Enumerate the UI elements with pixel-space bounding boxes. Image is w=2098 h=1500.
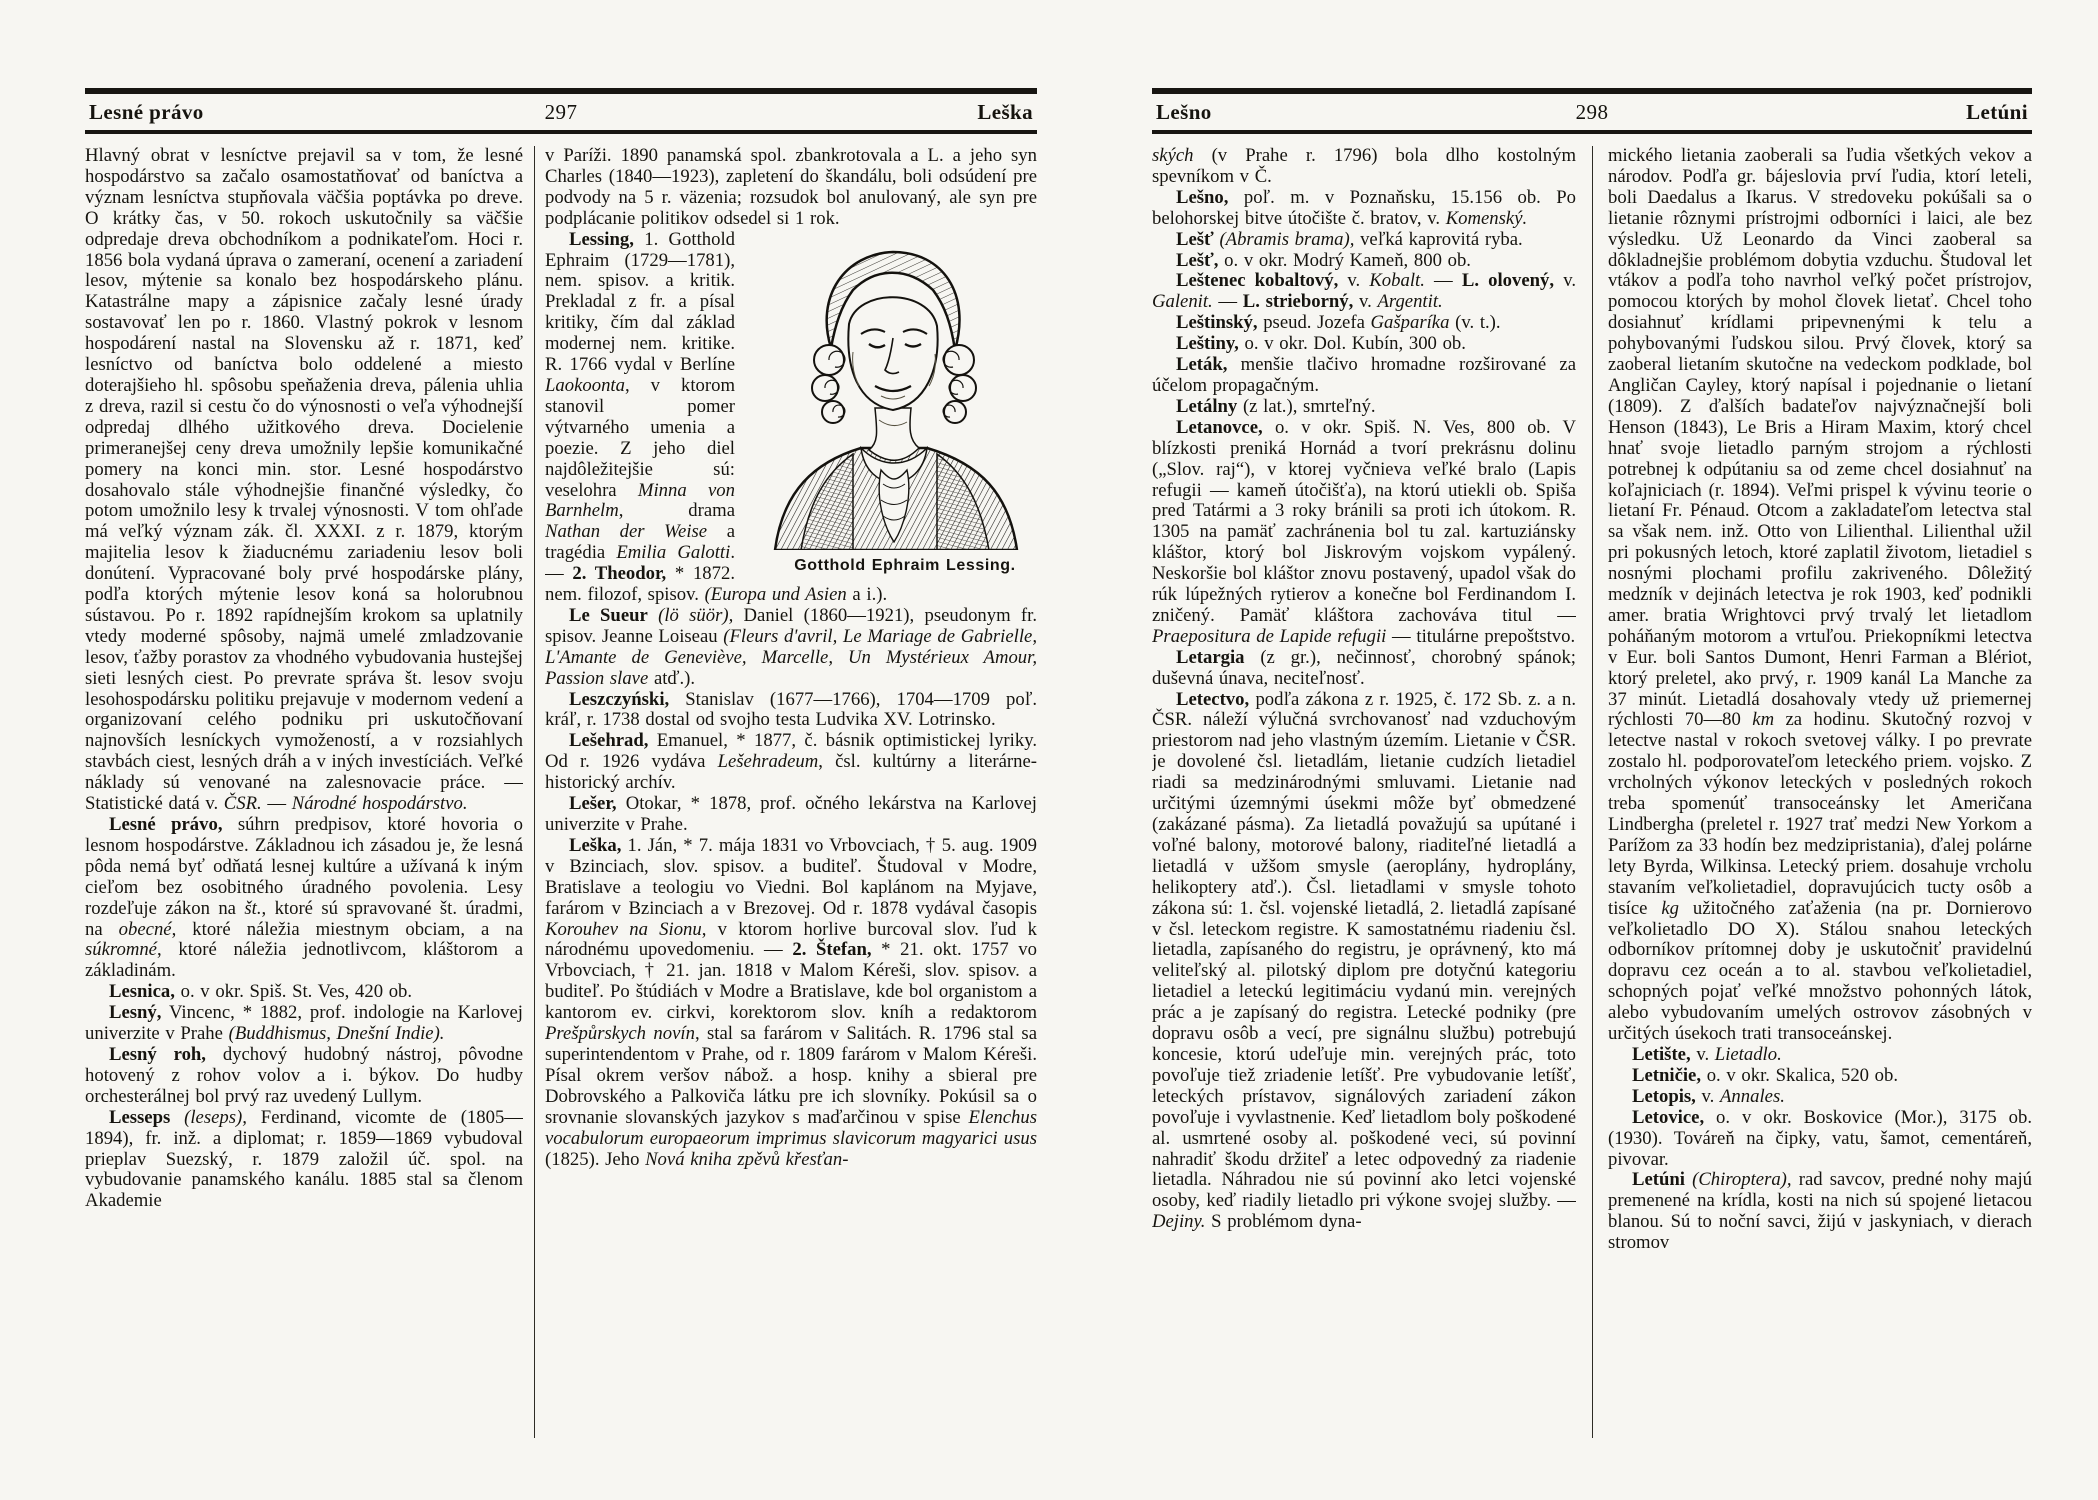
- text-run: * 1872. nem. filozof, spisov.: [545, 563, 735, 606]
- entry-headword: Lešehrad,: [569, 730, 649, 752]
- text-run: o. v okr. Modrý Kameň, 800 ob.: [1218, 249, 1471, 271]
- entry-headword: Letište,: [1632, 1043, 1691, 1065]
- entry-headword: L. olovený,: [1461, 270, 1555, 292]
- entry-headword: Leták,: [1176, 354, 1228, 376]
- dictionary-paragraph: [85, 1108, 523, 1213]
- text-run: Otokar, * 1878, prof. očného lekárstva na Karlovej univerzite v Prahe.: [545, 793, 1037, 835]
- dictionary-paragraph: [545, 146, 1037, 230]
- entry-headword: Letopis,: [1632, 1085, 1696, 1107]
- text-run: menšie tlačivo hromadne rozširované za účelom propagačným.: [1152, 354, 1576, 396]
- column-2: [545, 146, 1037, 1438]
- italic-run: Dejiny.: [1152, 1211, 1206, 1233]
- italic-run: (Chiroptera),: [1692, 1169, 1792, 1191]
- text-run: , v ktorom horlive burcoval slov. ľud k národnému upovedomeniu. —: [545, 918, 1037, 961]
- italic-run: (lö süör),: [658, 604, 734, 626]
- text-run: * 21. okt. 1757 vo Vrbovciach, † 21. jan. 1818 v Malom Kéreši, slov. spisov. a buditeľ. Po štúdiách v Modre a Bratislave, kde bol organistom a kantorom ev. cirkvi, korektorom slov. kníh a redaktorom: [545, 939, 1037, 1024]
- text-run: 1. Ján, * 7. mája 1831 vo Vrbovciach, † 5. aug. 1909 v Bzinciach, slov. spisov. a buditeľ. Študoval v Modre, Bratislave a teologiu vo Viedni. Bol kaplánom na Myjave, farárom v Bzinciach a v Brezovej. Od r. 1878 vydával časopis: [545, 834, 1037, 919]
- entry-headword: Letargia: [1176, 646, 1245, 668]
- text-run: a i.).: [846, 584, 888, 606]
- text-run: a tragédia: [545, 521, 735, 564]
- entry-headword: Lešer,: [569, 793, 617, 815]
- italic-run: Elenchus vocabulorum europaeorum imprimus slavicorum magyarici usus: [545, 1106, 1037, 1149]
- text-run: podľa zákona z r. 1925, č. 172 Sb. z. a n. ČSR. náleží výlučná svrchovanosť nad vzduchovým priestorom nad jeho vlastným územím. Lietanie v ČSR. je dovolené čsl. lietadlám, lietanie cudzích lietadiel riadi sa medzinárodnými smluvami. Lietanie nad určitými územnými úsekmi môže byť obmedzené (zakázané pásma). Za lietadlá považujú sa upútané i voľné balony, motorové balony, riaditeľné lietadlá a lietadlá v užšom smysle (aeroplány, hydroplány, helikoptery atď.). Čsl. lietadlami v smysle tohoto zákona sú: 1. čsl. vojenské lietadlá, 2. lietadlá zapísané v čsl. leteckom registre. K samostatnému riadeniu čsl. lietadla, zapísaného do registru, je oprávnený, kto má veliteľský al. pilotský diplom pre dotyčnú kategoriu lietadiel a leteckú legitimáciu vydanú min. verejných prác a je zapísaný do registra. Letecké podniky (pre dopravu osôb a vecí, pre signálnu službu) potrebujú koncesie, ktorú udeľuje min. verejných prác, toto povoľuje tiež zriadenie letíšť. Pre vybudovanie letíšť, leteckých prístavov, signálových zariadení zákon povoľuje i vyvlastnenie. Keď lietadlom boly poškodené al. usmrtené osoby al. poškodené veci, sú povinní nahradiť škodu držiteľ a letec odpovedný za riadenie lietadla. Náhradou nie sú povinní ako letci vojenské osoby, keď riadily lietadlo pri výkone svojej služby. —: [1152, 688, 1576, 1212]
- entry-headword: 2. Štefan,: [792, 939, 872, 961]
- lessing-portrait-figure: [749, 232, 1037, 577]
- text-run: v.: [1695, 1085, 1721, 1107]
- text-run: , ktoré sú spravované št. úradmi, na: [85, 897, 523, 940]
- right-page-columns: [1152, 146, 2032, 1438]
- italic-run: (leseps),: [184, 1106, 247, 1128]
- column-4: [1608, 146, 2032, 1438]
- italic-run: (Abramis brama),: [1219, 228, 1355, 250]
- header-rule-bottom: [1152, 130, 2032, 134]
- column-divider: [1592, 146, 1593, 1438]
- text-run: v.: [1690, 1043, 1715, 1065]
- italic-run: Národné hospodárstvo.: [291, 793, 468, 815]
- text-run: veľká kaprovitá ryba.: [1354, 228, 1523, 250]
- entry-headword: L. strieborný,: [1242, 291, 1354, 313]
- text-run: , v ktorom stanovil pomer výtvarného umenia a poezie. Z jeho diel najdôležitejšie sú: veselohra: [545, 374, 735, 501]
- text-run: o. v okr. Dol. Kubín, 300 ob.: [1238, 333, 1466, 355]
- text-run: , čsl. kultúrny a literárne-historický archív.: [545, 751, 1037, 794]
- italic-run: št.: [244, 897, 262, 919]
- text-run: Emanuel, * 1877, č. básnik optimistickej lyriky. Od r. 1926 vydáva: [545, 730, 1037, 773]
- column-1: [85, 146, 523, 1438]
- entry-headword: Lesný,: [109, 1002, 162, 1024]
- dictionary-paragraph: [1152, 334, 1576, 355]
- dictionary-paragraph: [1152, 251, 1576, 272]
- text-run: (v Prahe r. 1796) bola dlho kostolným spevníkom v Č.: [1152, 146, 1576, 187]
- italic-run: Kobalt.: [1369, 270, 1425, 292]
- italic-run: Praepositura de Lapide refugii: [1152, 625, 1387, 647]
- text-run: (z lat.), smrteľný.: [1237, 395, 1376, 417]
- text-run: za hodinu. Skutočný rozvoj v letectve nastal v rokoch svetovej války. I po prevrate zostalo hl. podporovateľom leteckého priem. vojsko. Z vrcholných výkonov leteckých v posledných rokoch treba spomenúť transoceánsky let Američana Lindbergha (preletel r. 1927 trať medzi New Yorkom a Parížom za 33 hodín bez medzipristania), ďalej polárne lety Byrda, Wilkinsa. Letecký priem. dosahuje vrcholu stavaním veľkolietadiel, dopravujúcich tucty osôb a tisíce: [1608, 709, 2032, 919]
- italic-run: km: [1752, 709, 1775, 731]
- text-run: (z gr.), nečinnosť, chorobný spánok; duševná únava, neciteľnosť.: [1152, 646, 1576, 689]
- entry-headword: Letovice,: [1632, 1106, 1705, 1128]
- italic-run: ských: [1152, 146, 1194, 166]
- running-head: [85, 94, 1037, 127]
- dictionary-paragraph: [1152, 690, 1576, 1234]
- entry-headword: Letanovce,: [1176, 416, 1263, 438]
- italic-run: Lešehradeum: [717, 751, 819, 773]
- entry-headword: Lešno,: [1176, 186, 1229, 208]
- text-run: S problémom dyna-: [1205, 1211, 1362, 1233]
- dictionary-paragraph: [1152, 271, 1576, 313]
- text-run: 1. Gotthold Ephraim (1729—1781), nem. spisov. a kritik. Prekladal z fr. a písal kritiky, čím dal základ modernej nem. kritike. R. 1766 vydal v Berlíne: [545, 228, 735, 376]
- text-run: v.: [1338, 270, 1370, 292]
- dictionary-paragraph: [1152, 146, 1576, 188]
- right-page: [1152, 88, 2032, 1438]
- column-3: [1152, 146, 1576, 1438]
- entry-headword: Lessing,: [569, 228, 634, 250]
- italic-run: Minna von Barnhelm: [545, 479, 735, 522]
- italic-run: Komenský.: [1445, 207, 1528, 229]
- text-run: Ferdinand, vicomte de (1805—1894), fr. inž. a diplomat; r. 1859—1869 vybudoval prieplav Suezský, r. 1879 založil úč. spol. na vybudovanie panamského kanálu. 1885 stal sa členom Akademie: [85, 1106, 523, 1212]
- text-run: poľ. m. v Poznaňsku, 15.156 ob. Po belohorskej bitve útočište č. bratov, v.: [1152, 186, 1576, 229]
- text-run: (1825). Jeho: [545, 1148, 646, 1170]
- italic-run: súkromné: [85, 939, 157, 961]
- dictionary-paragraph: [1608, 146, 2032, 1045]
- entry-headword: Leszczyński,: [569, 688, 670, 710]
- italic-run: (Buddhismus, Dnešní Indie).: [228, 1023, 445, 1045]
- dictionary-paragraph: [1152, 355, 1576, 397]
- text-run: , stal sa farárom v Salitách. R. 1796 stal sa superintendentom v Prahe, od r. 1809 farárom v Malom Kéreši. Písal okrem veršov nábož. a hosp. knihy a sbieral pre Dobrovského a Palkoviča látku pre ich slovníky. Pokúsil sa o srovnanie slovanských jazykov s maďarčinou v spise: [545, 1023, 1037, 1128]
- entry-headword: Leštenec kobaltový,: [1176, 270, 1339, 292]
- text-run: — titulárne prepoštstvo.: [1386, 625, 1576, 647]
- left-page-header: [85, 88, 1037, 134]
- dictionary-paragraph: [545, 731, 1037, 794]
- text-run: pseud. Jozefa: [1257, 312, 1371, 334]
- page-number: 298: [1575, 100, 1609, 124]
- text-run: Hlavný obrat v lesníctve prejavil sa v tom, že lesné hospodárstvo sa začalo osamostatňovať od baníctva a význam lesníctva stupňovala väčšia poptávka po dreve. O krátky čas, v 50. rokoch uskutočnily sa väčšie odpredaje dreva obchodníkom a podnikateľom. Hoci r. 1856 bola vydaná úprava o zameraní, ocenení a zariadení lesov, mýtenie sa konalo bez hospodárskeho plánu. Katastrálne mapy a zápisnice začaly lesné úrady sostavovať len po r. 1860. Vlastný pokrok v lesnom hospodárení nastal na Slovensku až r. 1871, keď lesníctvo od baníctva bolo oddelené a miesto doterajšieho hl. spôsobu speňaženia dreva, pálenia uhlia z dreva, razil si cestu čo do výnosnosti o veľa výhodnejší odpredaj dlhého užitkového dreva. Docielenie primeranejšej ceny dreva umožnily lepšie komunikačné pomery na konci min. stor. Lesné hospodárstvo dosahovalo stále výhodnejšie finančné výsledky, čo potom umožnilo lesy k trvalej výnosnosti. V tom ohľade má veľký význam zák. čl. XXXI. z r. 1879, ktorým majitelia lesov k žiaducnému zariadeniu lesov boli donútení. Vypracované boly prvé hospodárske plány, podľa ktorých mýtenie lesov koná sa holorubnou sústavou. Po r. 1892 rapídnejším krokom sa uplatnily vtedy moderné spôsoby, najmä umelé zmladzovanie lesov, ťažby porastov za vhodného vybudovania hustejšej sieti lesných ciest. Po prevrate správa št. lesov svoju lesohospodársku politiku prejavuje v modernom vedení a organizovaní celého podniku pri uskutočňovaní najnovších lesníckych vymožeností, a v rozsiahlych stavbách ciest, lesných dráh a v iných investíciách. Veľké náklady sú venované na zalesnovacie práce. — Statistické datá v.: [85, 146, 523, 815]
- left-page-columns: [85, 146, 1037, 1438]
- dictionary-paragraph: [1608, 1087, 2032, 1108]
- text-run: —: [1212, 291, 1243, 313]
- italic-run: Lietadlo.: [1714, 1043, 1782, 1065]
- figure-caption: Gotthold Ephraim Lessing.: [794, 556, 1016, 574]
- text-run: , ktoré náležia jednotlivcom, kláštorom a základinám.: [85, 939, 523, 982]
- dictionary-paragraph: [1608, 1170, 2032, 1254]
- italic-run: Emilia Galotti: [616, 542, 731, 564]
- dictionary-paragraph: [85, 815, 523, 982]
- entry-headword: Lesné právo,: [109, 814, 223, 835]
- text-run: [648, 605, 658, 626]
- text-run: . —: [545, 542, 735, 585]
- text-run: Stanislav (1677—1766), 1704—1709 poľ. kráľ, r. 1738 dostal od svojho testa Ludvika XV. Lotrinsko.: [545, 688, 1037, 731]
- column-divider: [534, 146, 535, 1438]
- text-run: (v. t.).: [1449, 312, 1501, 334]
- dictionary-paragraph: [1152, 648, 1576, 690]
- running-head: [1152, 94, 2032, 127]
- entry-headword: Letúni: [1632, 1169, 1685, 1191]
- italic-run: Prešpůrskych novín: [545, 1023, 695, 1045]
- text-run: Vincenc, * 1882, prof. indologie na Karlovej univerzite v Prahe: [85, 1002, 523, 1045]
- italic-run: (Europa und Asien: [704, 584, 847, 606]
- dictionary-paragraph: [545, 690, 1037, 732]
- running-head-left: Lešno: [1156, 100, 1212, 124]
- entry-headword: 2. Theodor,: [572, 563, 667, 585]
- text-run: —: [1424, 270, 1462, 292]
- text-run: o. v okr. Boskovice (Mor.), 3175 ob. (1930). Továreň na čipky, vatu, šamot, cementáreň, pivovar.: [1608, 1106, 2032, 1170]
- italic-run: kg: [1661, 897, 1679, 919]
- dictionary-paragraph: [85, 1045, 523, 1108]
- italic-run: Annales.: [1720, 1085, 1785, 1107]
- italic-run: ČSR.: [223, 793, 262, 815]
- text-run: o. v okr. Skalica, 520 ob.: [1701, 1064, 1899, 1086]
- column-gutter: [1576, 146, 1608, 1438]
- text-run: [170, 1107, 184, 1128]
- text-run: —: [261, 793, 292, 815]
- entry-headword: Letálny: [1176, 395, 1238, 417]
- lessing-portrait: [757, 232, 1029, 550]
- text-run: , ktoré náležia miestnym obciam, a na: [171, 918, 523, 940]
- text-run: , drama: [618, 500, 735, 522]
- text-run: užitočného zaťaženia (na pr. Dornierovo veľkolietadlo DO X). Stálou snahou leteckých odborníkov prítomnej doby je uskutočniť pravidelnú dopravu cez oceán a to al. stavbou veľkolietadiel, schopných pojať veľké množstvo pohonných látok, alebo vybudovaním umelých ostrovov zásobných v určitých úsekoch trati transoceánskej.: [1608, 897, 2032, 1045]
- text-run: dychový hudobný nástroj, pôvodne hotovený z rohov volov a i. býkov. Do hudby orchesterálnej bol prvý raz uvedený Lullym.: [85, 1043, 523, 1107]
- dictionary-paragraph: [1608, 1045, 2032, 1066]
- text-run: v.: [1353, 291, 1378, 313]
- dictionary-paragraph: [1152, 418, 1576, 648]
- italic-run: obecné: [118, 918, 172, 940]
- dictionary-paragraph: [1152, 230, 1576, 251]
- italic-run: Nová kniha zpěvů křesťan-: [645, 1148, 849, 1170]
- dictionary-paragraph: [545, 836, 1037, 1171]
- column-gutter: [523, 146, 545, 1438]
- italic-run: Nathan der Weise: [545, 521, 708, 543]
- text-run: Daniel (1860—1921), pseudonym fr. spisov. Jeanne Loiseau: [545, 604, 1037, 647]
- italic-run: Gašparíka: [1370, 312, 1450, 334]
- dictionary-paragraph: [1608, 1066, 2032, 1087]
- left-page: [85, 88, 1037, 1438]
- dictionary-paragraph: [1152, 313, 1576, 334]
- text-run: o. v okr. Spiš. St. Ves, 420 ob.: [174, 981, 413, 1003]
- italic-run: Galenit.: [1152, 291, 1213, 313]
- entry-headword: Leštiny,: [1176, 333, 1239, 355]
- dictionary-paragraph: [1152, 397, 1576, 418]
- dictionary-paragraph: [1152, 188, 1576, 230]
- header-rule-bottom: [85, 130, 1037, 134]
- dictionary-paragraph: [1608, 1108, 2032, 1171]
- entry-headword: Letectvo,: [1176, 688, 1250, 710]
- entry-headword: Le Sueur: [569, 604, 648, 626]
- dictionary-paragraph: [85, 1003, 523, 1045]
- italic-run: (Fleurs d'avril, Le Mariage de Gabrielle, L'Amante de Geneviève, Marcelle, Un Mystérieux Amour, Passion slave: [545, 625, 1037, 689]
- text-run: v.: [1554, 270, 1576, 292]
- dictionary-paragraph: [545, 230, 1037, 606]
- text-run: v Paríži. 1890 panamská spol. zbankrotovala a L. a jeho syn Charles (1840—1923), zapletení do škandálu, boli odsúdení pre podvody na 5 r. väzenia; rozsudok bol anulovaný, ale syn pre podplácanie politikov odsedel si 1 rok.: [545, 146, 1037, 229]
- text-run: súhrn predpisov, ktoré hovoria o lesnom hospodárstve. Základnou ich zásadou je, že lesná pôda nemá byť odňatá lesnej kultúre a užívaná k iným cieľom bez osobitného úradného povolenia. Lesy rozdeľuje zákon na: [85, 814, 523, 919]
- text-run: rad savcov, predné nohy majú premenené na krídla, kosti na nich sú spojené lietacou blanou. Sú to noční savci, žijú v jaskyniach, v dierach stromov: [1608, 1169, 2032, 1254]
- dictionary-paragraph: [545, 794, 1037, 836]
- entry-headword: Leška,: [569, 834, 622, 856]
- dictionary-paragraph: [85, 146, 523, 815]
- entry-headword: Leštinský,: [1176, 312, 1258, 334]
- entry-headword: Lešť,: [1176, 249, 1219, 271]
- text-run: atď.).: [648, 667, 696, 689]
- dictionary-paragraph: [545, 606, 1037, 690]
- italic-run: Korouhev na Sionu: [545, 918, 702, 940]
- text-run: mického lietania zaoberali sa ľudia všetkých vekov a národov. Podľa gr. bájeslovia prví ľudia, ktorí leteli, boli Daedalus a Ikarus. V stredoveku pokúšali sa o lietanie rôznymi prístrojmi odborníci i laici, ale bez výsledku. Už Leonardo da Vinci zaoberal sa dôkladnejšie problémom dobytia vzduchu. Študoval let vtákov a podľa toho navrhol veľký počet prístrojov, pomocou ktorých by mohol človek lietať. Chcel toho dosiahnuť krídlami pripevnenými k telu a pohybovanými ľudskou silou. Prvý človek, ktorý sa zaoberal lietaním skutočne na vedeckom podklade, bol Angličan Cayley, ktorý napísal i pojednanie o lietaní (1809). Z ďalších badateľov najvýznačnejší boli Henson (1843), Le Bris a Hiram Maxim, ktorý chcel hnať svoje lietadlo parným strojom a rýchlosti potrebnej k odpútaniu sa od zeme chcel dosiahnuť na koľajniciach (r. 1894). Veľmi prispel k vývinu teorie o lietaní Fr. Pénaud. Otcom a zakladateľom letectva stal sa však nem. inž. Otto von Lilienthal. Lilienthal užil pri pokusných letoch, ktoré zaplatil životom, lietadiel s nosnými plochami profilu zakriveného. Dôležitý medzník v dejinách letectva je rok 1903, keď podnikli amer. bratia Wrightovci prvý trvalý let lietadlom poháňaným motorom a vrtuľou. Priekopníkmi letectva v Eur. boli Santos Dumont, Henri Farman a Blériot, ktorý preletel, ako prvý, r. 1909 kanál La Manche za 37 minút. Lietadlá dosahovaly vtedy už priemernej rýchlosti 70—80: [1608, 146, 2032, 731]
- entry-headword: Lesnica,: [109, 981, 175, 1003]
- right-page-header: [1152, 88, 2032, 134]
- running-head-left: Lesné právo: [89, 100, 204, 124]
- italic-run: Laokoonta: [545, 374, 625, 396]
- text-run: o. v okr. Spiš. N. Ves, 800 ob. V blízkosti preniká Hornád a tvorí prekrásnu dolinu („Slov. raj“), v ktorej vyčnieva veľké bralo (Lapis refugii — kameň útočišťa), na ktorú utiekli ob. Spiša pred Tatármi a 3 roky bránili sa proti ich útokom. R. 1305 na pamäť zachránenia bol tu zal. kartuziánsky kláštor, ktorý bol Jiskrovým vojskom vypálený. Neskoršie bol kláštor znovu postavený, upadol však do rúk lúpežných rytierov a konečne bol Ferdinandom I. zničený. Pamäť kláštora zachováva titul —: [1152, 416, 1576, 626]
- entry-headword: Lešť: [1176, 228, 1214, 250]
- entry-headword: Letničie,: [1632, 1064, 1702, 1086]
- page-number: 297: [544, 100, 578, 124]
- running-head-right: Leška: [977, 100, 1033, 124]
- dictionary-paragraph: [85, 982, 523, 1003]
- running-head-right: Letúni: [1966, 100, 2028, 124]
- entry-headword: Lesseps: [109, 1106, 171, 1128]
- italic-run: Argentit.: [1377, 291, 1443, 313]
- entry-headword: Lesný roh,: [109, 1043, 206, 1065]
